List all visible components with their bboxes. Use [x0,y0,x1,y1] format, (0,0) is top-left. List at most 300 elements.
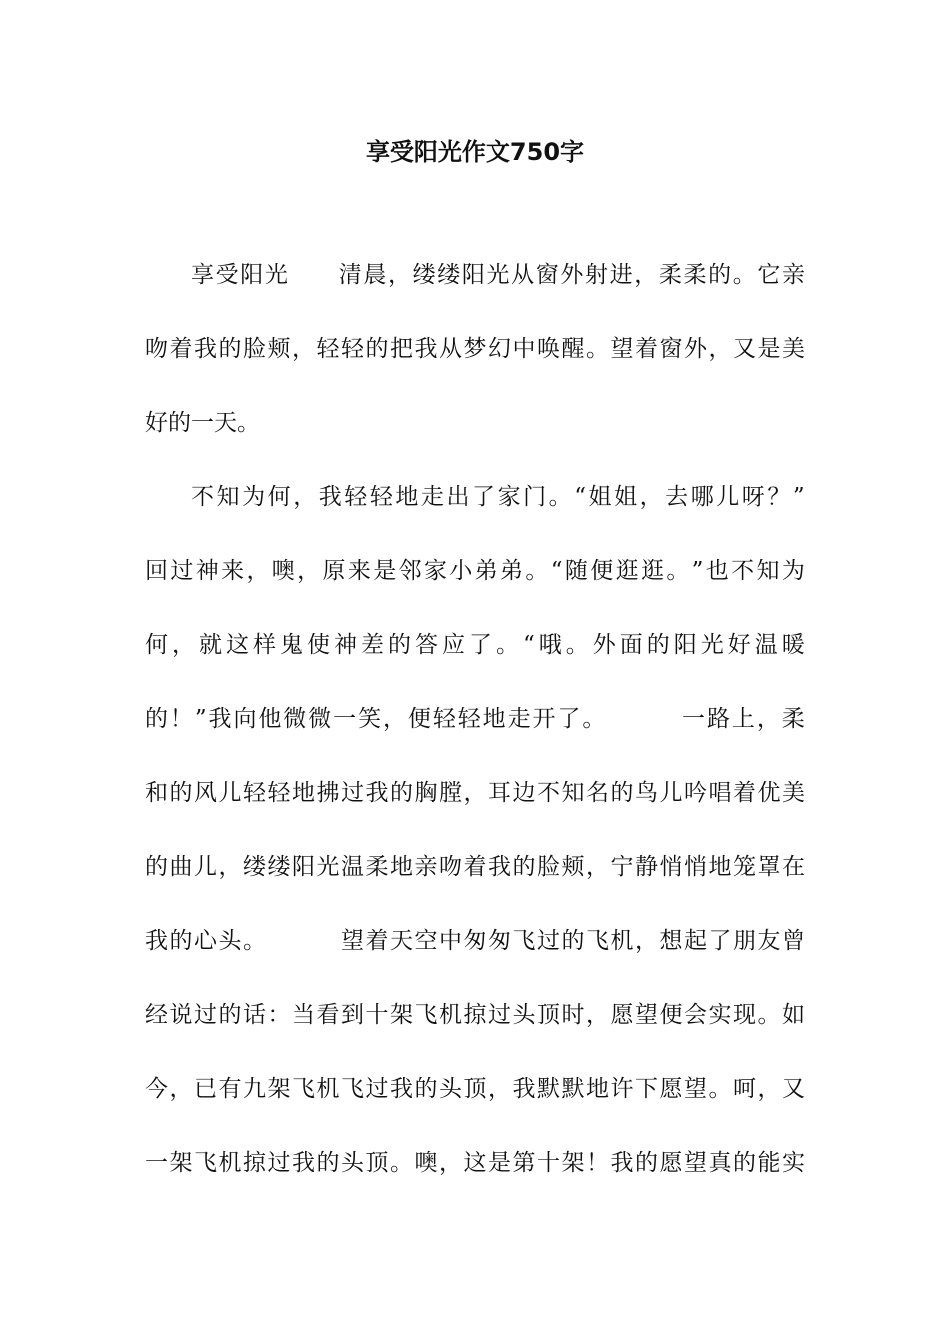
text-char: 架 [390,1002,413,1028]
text-char: 的 [414,1076,438,1102]
text-char: 过 [194,1002,217,1028]
text-char: 的 [512,854,536,880]
text-char: 噢 [414,1150,438,1176]
text-char: 一 [333,706,357,732]
text-char: 光 [700,632,724,658]
text-char: 我 [365,780,389,806]
text-char: 儿 [716,484,740,510]
text-char: 何 [145,632,168,658]
text-char: 已 [194,1076,217,1102]
text-char: ， [293,484,317,510]
text-char: 有 [218,1076,242,1102]
text-char: ， [586,1002,609,1028]
text-char: 柔 [781,706,805,732]
text-char: 也 [705,558,729,584]
text-char: 美 [782,336,805,362]
text-char: 天 [214,410,237,436]
text-char [607,699,630,773]
text-char: 宁 [610,854,634,880]
text-char: 温 [341,854,364,880]
text-char: 把 [390,336,413,362]
text-char: 不 [731,558,755,584]
text-char: 暖 [781,632,805,658]
text-char: ” [691,558,704,584]
text-char: ， [463,780,487,806]
text-line [145,1143,805,1217]
text-char: 呵 [733,1076,756,1102]
text-char: 的 [388,632,411,658]
text-char: 弟 [474,558,498,584]
text-char: ， [635,928,658,954]
text-char: 窗 [659,336,683,362]
text-char: 醒 [561,336,585,362]
text-char: 耳 [488,780,511,806]
text-char: 的 [635,1150,658,1176]
text-char: 阳 [461,262,485,288]
text-char: 真 [708,1150,732,1176]
text-char: 。 [548,484,572,510]
text-char: 天 [390,928,413,954]
text-char: 门 [523,484,547,510]
text-char: 地 [586,1076,609,1102]
text-char: 柔 [658,262,682,288]
text-char: 来 [347,558,371,584]
text-char: 答 [415,632,438,658]
text-char: 。 [708,1076,732,1102]
text-char: “ [550,558,563,584]
text-char: 空 [414,928,438,954]
text-char: ， [756,706,780,732]
text-char: ， [172,632,195,658]
text-char: 笼 [733,854,756,880]
text-char: 吻 [439,854,462,880]
text-char: ” [194,706,207,732]
text-char: 一 [191,410,214,436]
text-char: 望 [684,1150,707,1176]
text-char: 弟 [500,558,524,584]
text-char: ， [757,1076,781,1102]
text-char: 的 [733,1150,756,1176]
text-char: 微 [308,706,332,732]
text-char: 向 [233,706,257,732]
text-char: ， [634,262,658,288]
text-char: 原 [322,558,346,584]
text-char: 罩 [757,854,781,880]
text-char: 飞 [414,1002,438,1028]
text-char: 的 [169,928,193,954]
text-char: 的 [708,262,732,288]
text-char: 边 [512,780,536,806]
text-char: 了 [708,928,732,954]
text-char: 进 [609,262,633,288]
text-char: 从 [439,336,462,362]
text-char: 外 [592,632,616,658]
text-char: ” [792,484,805,510]
text-char: 一 [145,1150,168,1176]
text-char: 的 [218,1002,242,1028]
text-char: 顶 [463,1076,487,1102]
text-char: 晨 [363,262,387,288]
text-char: 了 [557,706,581,732]
text-line [145,699,805,773]
text-char [317,921,340,995]
text-char: 着 [365,928,389,954]
text-char: 。 [666,558,690,584]
text-char: 柔 [683,262,707,288]
text-char [290,255,313,329]
document-title: 享受阳光作文750字 [365,138,585,166]
text-char: 轻 [457,706,481,732]
text-char: 逛 [615,558,639,584]
text-char: 来 [221,558,245,584]
text-char: 走 [507,706,531,732]
text-char: 十 [537,1150,560,1176]
text-char: 轻 [243,780,266,806]
text-char: 知 [561,780,585,806]
text-char: 拂 [316,780,340,806]
text-char: 不 [537,780,560,806]
text-char: 的 [145,706,168,732]
text-char: 我 [512,1076,536,1102]
text-char [268,921,291,995]
text-char: 应 [442,632,465,658]
text-char: 头 [439,1076,462,1102]
text-char: 机 [439,1002,462,1028]
text-line [145,551,805,625]
text-char: 十 [365,1002,389,1028]
text-char: 缕 [412,262,436,288]
text-char: 何 [267,484,291,510]
text-char: 儿 [194,854,217,880]
text-char: 便 [659,1002,683,1028]
text-char: 友 [757,928,781,954]
text-char: 射 [585,262,608,288]
text-char: ， [388,262,411,288]
text-char: 便 [407,706,431,732]
text-char: 从 [511,262,535,288]
text-char: 逛 [640,558,664,584]
text-char: 又 [782,1076,805,1102]
text-char: 我 [194,336,217,362]
text-char: 地 [708,854,732,880]
text-char: 是 [488,1150,511,1176]
text-char: 神 [334,632,357,658]
text-char: 愿 [659,1150,683,1176]
text-char: 下 [635,1076,658,1102]
text-char: 幻 [488,336,511,362]
text-char: 。 [237,410,260,436]
text-char: 过 [365,1076,389,1102]
text-char: 架 [267,1076,291,1102]
text-char: 的 [168,410,191,436]
text-char: 今 [145,1076,168,1102]
text-char: ， [218,854,242,880]
text-char: 起 [684,928,707,954]
text-char: 架 [169,1150,193,1176]
text-char: 的 [218,336,242,362]
text-char: 地 [395,484,419,510]
text-char: 笑 [358,706,382,732]
text-char: 轻 [267,780,291,806]
text-char: ！ [169,706,193,732]
text-char: 脸 [243,336,266,362]
text-char: 悄 [659,854,683,880]
text-char: 飞 [194,1150,217,1176]
text-char: 去 [665,484,689,510]
text-char: 地 [482,706,506,732]
text-char: 呀 [741,484,765,510]
text-char: 掠 [463,1002,487,1028]
text-char: 着 [733,780,756,806]
text-char: 想 [659,928,683,954]
text-char: 默 [561,1076,585,1102]
text-char: 回 [145,558,168,584]
text-char: 望 [341,928,364,954]
text-char: 路 [706,706,730,732]
text-char: 鬼 [280,632,303,658]
text-char: 清 [338,262,362,288]
text-char: 着 [635,336,658,362]
text-char: 享 [191,262,214,288]
text-char: 好 [145,410,168,436]
text-char: 实 [708,1002,732,1028]
text-char: 。 [565,632,589,658]
text-char: 轻 [369,484,393,510]
text-char: 机 [218,1150,242,1176]
text-char: 和 [145,780,168,806]
text-char: 轻 [341,336,364,362]
text-char: 我 [488,854,511,880]
text-char: 知 [756,558,780,584]
text-char: 不 [191,484,214,510]
text-char: ， [439,1150,462,1176]
text-char: 话 [243,1002,266,1028]
text-char: 使 [307,632,330,658]
text-line [145,625,805,699]
text-char: 鸟 [635,780,658,806]
text-char: 经 [145,1002,168,1028]
text-char: 的 [390,780,413,806]
text-char: 飞 [586,928,609,954]
text-char: 轻 [432,706,456,732]
text-char: 小 [449,558,473,584]
text-line [145,329,805,403]
text-char: 就 [199,632,222,658]
text-char: 为 [781,558,805,584]
text-char: 颊 [561,854,585,880]
text-char: 现 [733,1002,756,1028]
text-char: 许 [610,1076,634,1102]
text-char: 知 [216,484,240,510]
text-char: 。 [586,336,609,362]
text-line [145,773,805,847]
text-char [314,255,337,329]
text-char: 家 [423,558,447,584]
text-char: 这 [226,632,249,658]
text-char: ！ [586,1150,609,1176]
text-char: 我 [610,1150,634,1176]
text-char: 家 [497,484,521,510]
text-char: 的 [365,336,389,362]
text-char: 我 [292,1150,315,1176]
text-char: 地 [292,780,315,806]
text-char: 微 [283,706,307,732]
text-char: 阳 [240,262,264,288]
text-char: 的 [169,780,193,806]
text-char: 阳 [673,632,697,658]
text-char: 的 [145,854,168,880]
text-line [145,403,805,477]
text-char: 的 [316,1150,340,1176]
text-char: 静 [635,854,658,880]
text-char: 。 [582,706,606,732]
text-char: 胸 [414,780,438,806]
text-char: 是 [757,336,781,362]
text-char [657,699,680,773]
text-line [145,255,805,329]
text-char: 它 [757,262,781,288]
text-char: 匆 [463,928,487,954]
text-char: 走 [420,484,444,510]
text-char: 看 [316,1002,340,1028]
text-char [632,699,655,773]
text-line [145,921,805,995]
text-char: ， [586,854,609,880]
text-char: 轻 [344,484,368,510]
text-char: 望 [684,1076,707,1102]
text-char: 着 [169,336,193,362]
text-char: 轻 [316,336,340,362]
text-char: 光 [486,262,510,288]
text-char: ， [292,336,315,362]
text-char: 悄 [684,854,707,880]
text-char: “ [574,484,586,510]
text-char: 光 [316,854,340,880]
text-char: 。 [496,632,519,658]
text-char: 曾 [782,928,805,954]
text-char: 望 [635,1002,658,1028]
text-char: ： [267,1002,291,1028]
text-char: 到 [341,1002,364,1028]
text-char: 哦 [538,632,562,658]
text-char: ， [639,484,663,510]
text-char: 在 [782,854,805,880]
text-char: 缕 [243,854,266,880]
text-char: 样 [253,632,276,658]
text-char: 受 [215,262,239,288]
document-body [145,255,805,1217]
text-char: 邻 [398,558,422,584]
text-char: 儿 [659,780,683,806]
text-char: 出 [446,484,470,510]
text-char: 我 [145,928,168,954]
text-char: 面 [619,632,643,658]
text-char: 膛 [439,780,462,806]
text-char: 颊 [267,336,291,362]
text-char: “ [523,632,535,658]
text-char: 愿 [610,1002,634,1028]
text-char: 过 [537,928,560,954]
text-char: 姐 [588,484,612,510]
text-line [145,477,805,551]
text-char: 机 [316,1076,340,1102]
text-char: 过 [341,780,364,806]
text-char: 儿 [218,780,242,806]
text-char: 第 [512,1150,536,1176]
text-char: 上 [731,706,755,732]
text-char: 是 [373,558,397,584]
text-char: 时 [561,1002,585,1028]
text-char: 我 [390,1076,413,1102]
text-char: 顶 [537,1002,560,1028]
text-char: ， [708,336,732,362]
text-char: 机 [610,928,634,954]
text-char: 随 [564,558,588,584]
text-char: 我 [318,484,342,510]
text-char: 朋 [733,928,756,954]
text-char: 脸 [537,854,560,880]
text-char: 中 [439,928,462,954]
text-char: 了 [469,632,492,658]
text-char: 会 [684,1002,707,1028]
text-char: 我 [414,336,438,362]
text-char: 飞 [341,1076,364,1102]
text-char: 匆 [488,928,511,954]
text-char: 唱 [708,780,732,806]
text-char: 。 [525,558,549,584]
text-char: ， [297,558,321,584]
text-char: 。 [757,1002,781,1028]
text-char: 噢 [271,558,295,584]
text-char: 过 [488,1002,511,1028]
text-char: 。 [390,1150,413,1176]
text-char: 吻 [145,336,168,362]
text-char: 中 [512,336,536,362]
text-char: 头 [341,1150,364,1176]
text-char: 顶 [365,1150,389,1176]
text-char: 说 [169,1002,193,1028]
text-char: 好 [727,632,751,658]
text-char: ， [169,1076,193,1102]
text-char: 柔 [365,854,389,880]
text-char: 他 [258,706,282,732]
text-char: 我 [208,706,232,732]
text-char: 吟 [684,780,707,806]
text-char: 头 [512,1002,536,1028]
text-char: 地 [390,854,413,880]
text-char: ， [246,558,270,584]
text-line [145,995,805,1069]
text-char: 头 [218,928,242,954]
text-char: 掠 [243,1150,266,1176]
text-char: 名 [586,780,609,806]
text-char: 开 [532,706,556,732]
text-line [145,1069,805,1143]
text-char: 的 [561,928,585,954]
text-char: 。 [732,262,756,288]
text-char: 为 [242,484,266,510]
text-char: 心 [194,928,217,954]
text-char: 哪 [690,484,714,510]
text-char: 亲 [414,854,438,880]
text-char: 的 [610,780,634,806]
text-char: 飞 [512,928,536,954]
text-char: 梦 [463,336,487,362]
text-char: 当 [292,1002,315,1028]
text-char: ， [382,706,406,732]
text-char: 。 [243,928,266,954]
text-char: 温 [754,632,778,658]
